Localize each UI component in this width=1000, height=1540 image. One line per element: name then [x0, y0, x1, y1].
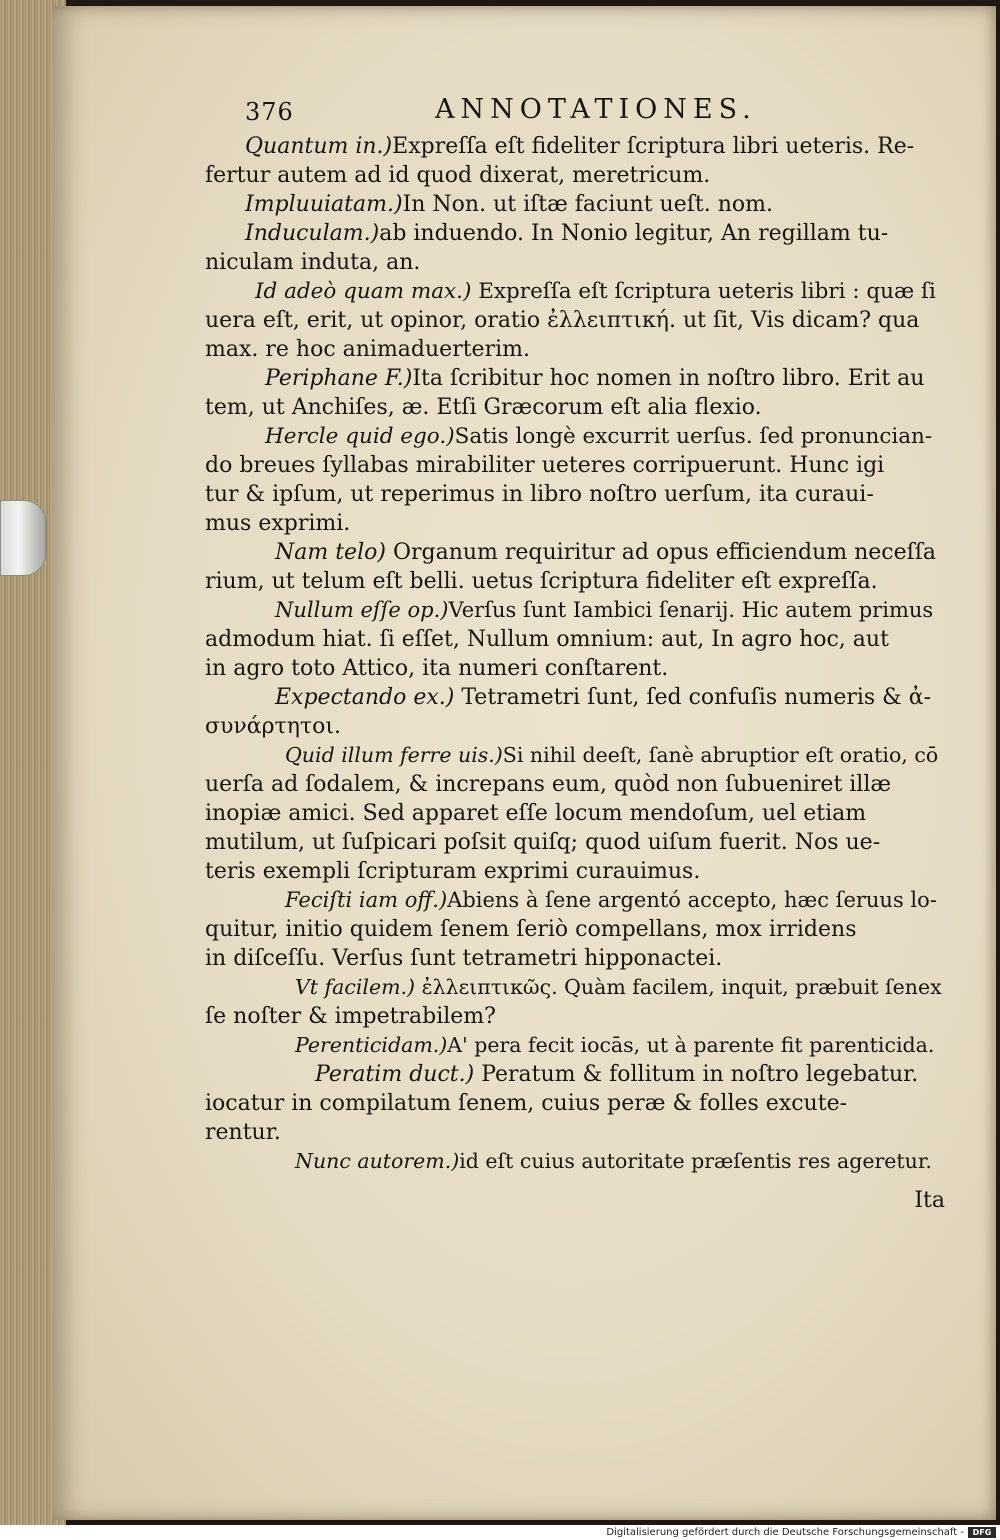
text-block — [205, 92, 945, 1215]
line-text: inopiæ amici. Sed apparet eſſe locum mendoſum, uel etiam — [205, 801, 867, 826]
text-line — [205, 219, 945, 248]
text-line — [205, 770, 945, 799]
text-line — [205, 422, 945, 451]
line-text: admodum hiat. ſi eſſet, Nullum omnium: aut, In agro hoc, aut — [205, 627, 889, 652]
text-line — [205, 1118, 945, 1147]
lemma: Perenticidam.) — [295, 1033, 448, 1057]
text-line — [205, 1031, 945, 1060]
line-text: tur & ipſum, ut reperimus in libro noſtro uerſum, ita curaui- — [205, 482, 874, 507]
lemma: Feciſti iam off.) — [285, 888, 448, 912]
lemma: Expectando ex.) — [275, 685, 455, 710]
text-line — [205, 538, 945, 567]
line-text: Ita ſcribitur hoc nomen in noſtro libro. Erit au — [412, 366, 925, 391]
text-line — [205, 886, 945, 915]
line-text: ſe noſter & impetrabilem? — [205, 1004, 496, 1029]
lemma: Nam telo) — [275, 540, 386, 565]
line-text: Satis longè excurrit uerſus. ſed pronuncian- — [454, 424, 933, 449]
text-line — [205, 857, 945, 886]
line-text: ἐλλειπτικῶς. Quàm facilem, inquit, præbuit ſenex — [415, 975, 942, 999]
text-line — [205, 480, 945, 509]
text-line — [205, 509, 945, 538]
line-text: Abiens à ſene argentó accepto, hæc ſeruus lo- — [447, 888, 937, 912]
text-line — [205, 248, 945, 277]
line-text: Si nihil deeſt, ſanè abruptior eſt oratio, cō — [502, 743, 939, 767]
running-title: ANNOTATIONES. — [435, 94, 757, 125]
lemma: Peratim duct.) — [315, 1062, 475, 1087]
line-text: ab induendo. In Nonio legitur, An regillam tu- — [379, 221, 889, 246]
text-line — [205, 973, 945, 1002]
line-text: niculam induta, an. — [205, 250, 421, 275]
lemma: Induculam.) — [245, 221, 380, 246]
line-text: mutilum, ut ſuſpicari poſsit quiſq; quod uiſum fuerit. Nos ue- — [205, 830, 881, 855]
text-line — [205, 306, 945, 335]
footer-bar — [0, 1525, 1000, 1540]
line-text: fertur autem ad id quod dixerat, meretricum. — [205, 163, 711, 188]
text-line — [205, 625, 945, 654]
text-line — [205, 335, 945, 364]
text-line — [205, 799, 945, 828]
line-text: Tetrametri ſunt, ſed confuſis numeris & ἀ- — [454, 685, 932, 710]
lemma: Periphane F.) — [265, 366, 413, 391]
lemma: Nullum eſſe op.) — [275, 598, 449, 622]
text-line — [205, 190, 945, 219]
text-line — [205, 915, 945, 944]
text-line — [205, 567, 945, 596]
lemma: Nunc autorem.) — [295, 1149, 460, 1173]
line-text: Verſus ſunt Iambici ſenarij. Hic autem primus — [448, 598, 934, 622]
line-text: A' pera fecit iocās, ut à parente fit parenticida. — [447, 1033, 935, 1057]
line-text: Peratum & follitum in noſtro legebatur. — [474, 1062, 919, 1087]
line-text: max. re hoc animaduerterim. — [205, 337, 530, 362]
catchword: Ita — [914, 1188, 945, 1213]
line-text: in agro toto Attico, ita numeri conſtarent. — [205, 656, 669, 681]
text-line — [205, 741, 945, 770]
text-line — [205, 393, 945, 422]
text-line — [205, 654, 945, 683]
text-line — [205, 132, 945, 161]
text-line — [205, 944, 945, 973]
lemma: Impluuiatam.) — [245, 192, 403, 217]
line-text: teris exempli ſcripturam exprimi curauimus. — [205, 859, 701, 884]
text-line — [205, 364, 945, 393]
line-text: iocatur in compilatum ſenem, cuius peræ & folles excute- — [205, 1091, 848, 1116]
page-clip — [0, 500, 46, 576]
line-text: rentur. — [205, 1120, 281, 1145]
funding-credit: Digitalisierung gefördert durch die Deutsche Forschungsgemeinschaft - — [606, 1527, 964, 1538]
text-line — [205, 596, 945, 625]
line-text: Expreſſa eſt ſcriptura ueteris libri : quæ ſi — [471, 279, 936, 304]
line-text: id eſt cuius autoritate præſentis res ageretur. — [459, 1149, 932, 1173]
line-text: mus exprimi. — [205, 511, 351, 536]
text-line — [205, 683, 945, 712]
line-text: uera eſt, erit, ut opinor, oratio ἐλλειπτική. ut ſit, Vis dicam? qua — [205, 308, 920, 333]
dfg-logo: DFG — [968, 1527, 996, 1538]
text-line — [205, 161, 945, 190]
lemma: Quid illum ferre uis.) — [285, 743, 503, 767]
line-text: uerſa ad ſodalem, & increpans eum, quòd non ſubueniret illæ — [205, 772, 892, 797]
line-text: Expreſſa eſt fideliter ſcriptura libri ueteris. Re- — [392, 134, 915, 159]
page-header — [205, 92, 945, 132]
text-line — [205, 451, 945, 480]
lemma: Vt facilem.) — [295, 975, 416, 999]
line-text: συνάρτητοι. — [205, 714, 341, 739]
line-text: In Non. ut iſtæ faciunt ueſt. nom. — [402, 192, 773, 217]
text-line — [205, 1060, 945, 1089]
line-text: do breues ſyllabas mirabiliter ueteres corripuerunt. Hunc igi — [205, 453, 885, 478]
page-number: 376 — [245, 98, 294, 126]
line-text: in diſceſſu. Verſus ſunt tetrametri hipponactei. — [205, 946, 723, 971]
text-line — [205, 828, 945, 857]
line-text: rium, ut telum eſt belli. uetus ſcriptura fideliter eſt expreſſa. — [205, 569, 878, 594]
line-text: tem, ut Anchiſes, æ. Etſi Græcorum eſt alia flexio. — [205, 395, 762, 420]
text-line — [205, 1089, 945, 1118]
line-text: Organum requiritur ad opus efficiendum neceſſa — [385, 540, 937, 565]
lemma: Id adeò quam max.) — [255, 279, 472, 304]
line-text: quitur, initio quidem ſenem ſeriò compellans, mox irridens — [205, 917, 857, 942]
text-line — [205, 712, 945, 741]
annotation-lines — [205, 132, 945, 1176]
text-line — [205, 1002, 945, 1031]
text-line — [205, 277, 945, 306]
text-line — [205, 1147, 945, 1176]
lemma: Hercle quid ego.) — [265, 424, 455, 449]
lemma: Quantum in.) — [245, 134, 393, 159]
